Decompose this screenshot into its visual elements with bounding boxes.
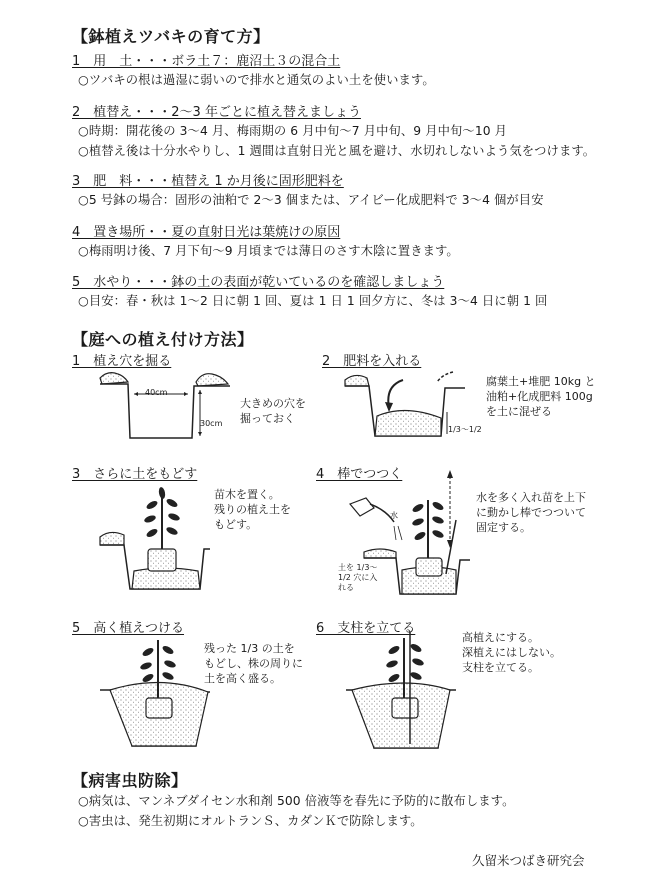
step-4-caption: 水を多く入れ苗を上下 に動かし棒でつついて 固定する。 bbox=[476, 491, 586, 534]
step-3-caption: 苗木を置く。 残りの植え土を もどす。 bbox=[214, 488, 291, 531]
step-2-title: 2 肥料を入れる bbox=[322, 354, 422, 369]
garden-heading: 【庭への植え付け方法】 bbox=[72, 330, 254, 349]
step-1-caption: 大きめの穴を 掘っておく bbox=[240, 397, 306, 425]
section-water-title: 5 水やり・・・鉢の土の表面が乾いているのを確認しましょう bbox=[72, 275, 445, 290]
section-repot-title: 2 植替え・・・2～3 年ごとに植え替えましょう bbox=[72, 105, 361, 120]
step-1-width-label: 40cm bbox=[145, 388, 168, 397]
step-1-illustration bbox=[100, 368, 230, 448]
section-fertilizer-line: ○5 号鉢の場合：固形の油粕で 2～3 個または、アイビー化成肥料で 3～4 個が目安 bbox=[78, 193, 544, 207]
pests-line-2: ○害虫は、発生初期にオルトランＳ、カダンＫで防除します。 bbox=[78, 814, 423, 828]
step-5-illustration bbox=[100, 634, 210, 754]
step-1-title: 1 植え穴を掘る bbox=[72, 354, 172, 369]
pests-line-1: ○病気は、マンネブダイセン水和剤 500 倍液等を春先に予防的に散布します。 bbox=[78, 794, 515, 808]
step-3-illustration bbox=[100, 485, 210, 595]
step-6-caption: 高植えにする。 深植えにはしない。 支柱を立てる。 bbox=[462, 631, 561, 674]
step-6-title: 6 支柱を立てる bbox=[316, 621, 416, 636]
section-repot-line-1: ○時期：開花後の 3～4 月、梅雨期の 6 月中旬～7 月中旬、9 月中旬～10 月 bbox=[78, 124, 508, 138]
step-3-title: 3 さらに土をもどす bbox=[72, 467, 198, 482]
section-location-line: ○梅雨明け後、7 月下旬～9 月頃までは薄日のさす木陰に置きます。 bbox=[78, 244, 459, 258]
footer-organization: 久留米つばき研究会 bbox=[472, 853, 585, 868]
potted-heading: 【鉢植えツバキの育て方】 bbox=[72, 27, 270, 46]
section-fertilizer-title: 3 肥 料・・・植替え 1 か月後に固形肥料を bbox=[72, 174, 344, 189]
step-5-title: 5 高く植えつける bbox=[72, 621, 185, 636]
step-4-title: 4 棒でつつく bbox=[316, 467, 403, 482]
pests-heading: 【病害虫防除】 bbox=[72, 771, 188, 790]
step-5-caption: 残った 1/3 の土を もどし、株の周りに 土を高く盛る。 bbox=[204, 642, 303, 685]
step-2-caption: 腐葉土+堆肥 10kg と 油粕+化成肥料 100g を土に混ぜる bbox=[486, 375, 596, 418]
section-location-title: 4 置き場所・・夏の直射日光は葉焼けの原因 bbox=[72, 225, 341, 240]
step-6-illustration bbox=[346, 628, 456, 754]
section-soil-title: 1 用 土・・・ボラ土７：鹿沼土３の混合土 bbox=[72, 54, 341, 69]
section-soil-line: ○ツバキの根は過湿に弱いので排水と通気のよい土を使います。 bbox=[78, 73, 435, 87]
step-4-water-label: 水 bbox=[390, 511, 398, 520]
step-4-soil-label: 土を 1/3～ 1/2 穴に入 れる bbox=[338, 563, 378, 592]
step-2-ratio-label: 1/3～1/2 bbox=[448, 425, 482, 434]
section-repot-line-2: ○植替え後は十分水やりし、1 週間は直射日光と風を避け、水切れしないよう気をつけます。 bbox=[78, 144, 596, 158]
section-water-line: ○目安：春・秋は 1～2 日に朝 1 回、夏は 1 日 1 回夕方に、冬は 3～4 日に朝 1 回 bbox=[78, 294, 548, 308]
step-1-depth-label: 30cm bbox=[200, 419, 223, 428]
step-2-illustration bbox=[345, 368, 465, 448]
